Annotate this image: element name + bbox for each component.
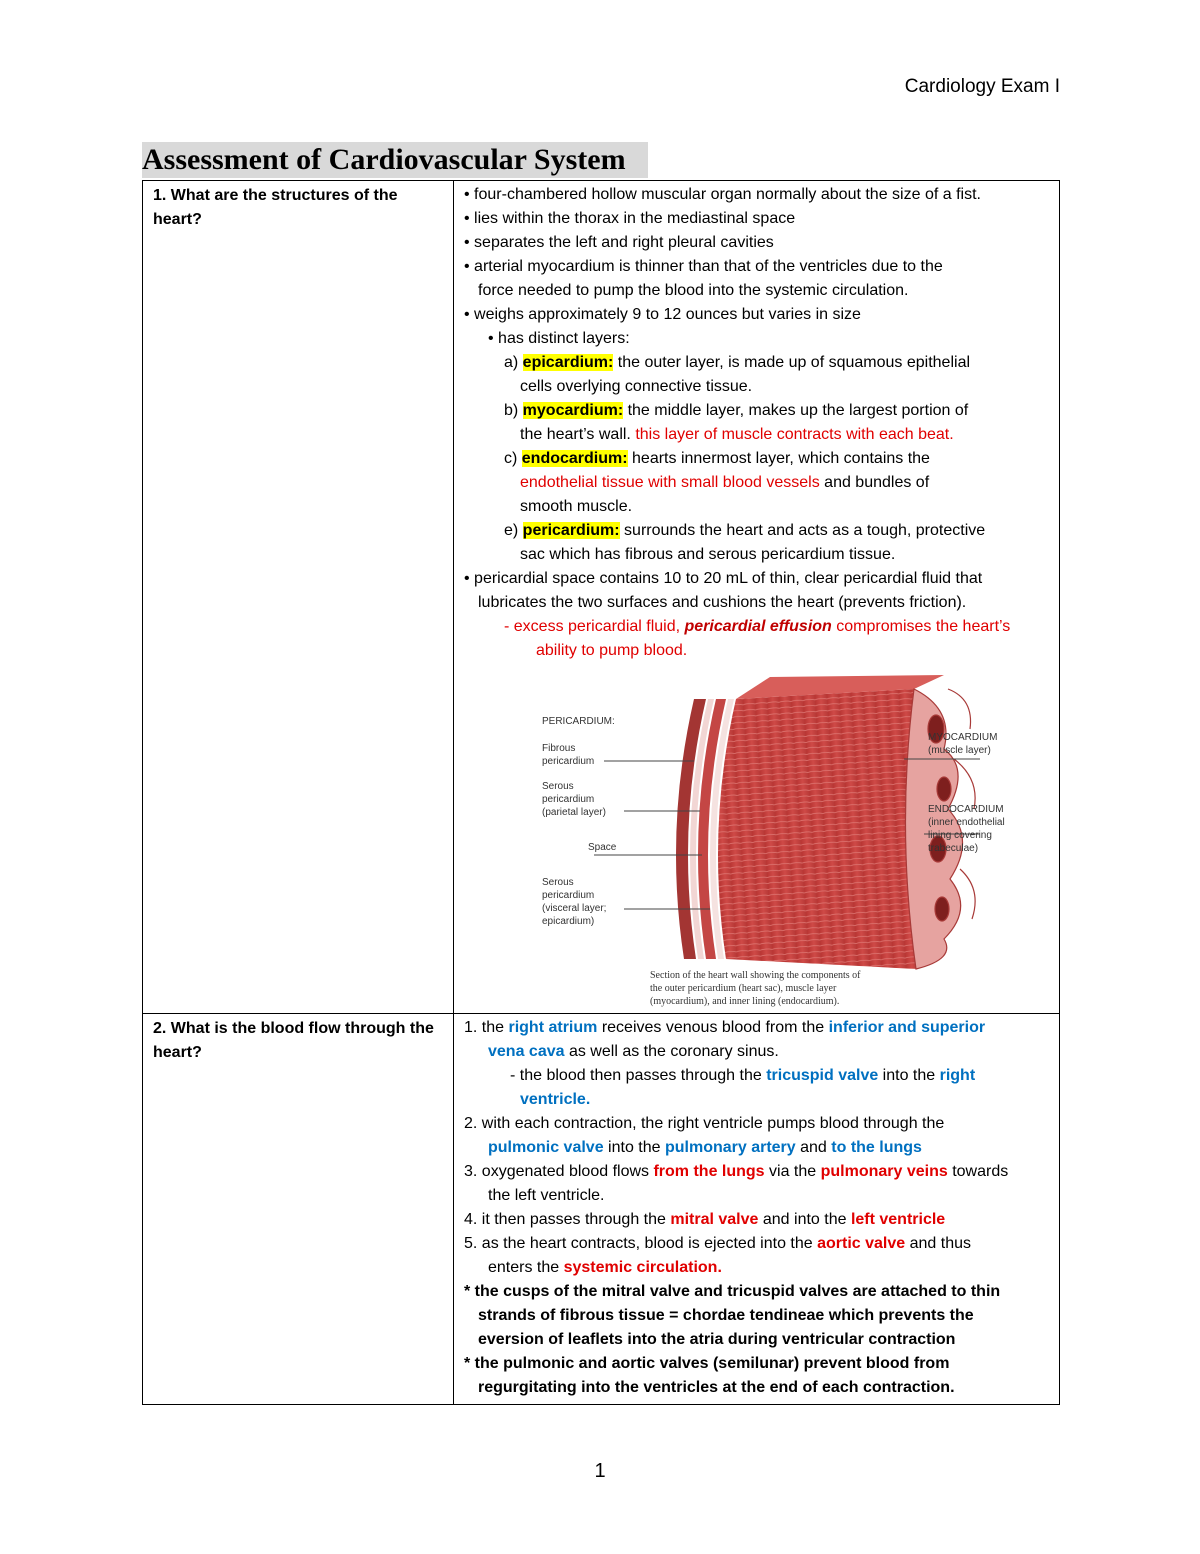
page-header: Cardiology Exam I (904, 76, 1060, 97)
answer-line (464, 423, 1053, 447)
answer-line: sac which has fibrous and serous pericardium tissue. (520, 546, 896, 563)
flow-text: into the (603, 1139, 665, 1156)
list-marker: c) (504, 450, 522, 467)
term-text: the heart’s wall. (520, 426, 636, 443)
flow-text: receives venous blood from the (597, 1019, 829, 1036)
blue-term: tricuspid valve (766, 1067, 879, 1084)
red-text: endothelial tissue with small blood vessels (520, 474, 820, 491)
figure-label: PERICARDIUM: (542, 716, 615, 727)
term-text: the middle layer, makes up the largest portion of (623, 402, 969, 419)
effusion-note (464, 615, 1053, 639)
figure-label: Fibrous (542, 743, 576, 754)
red-term: mitral valve (670, 1211, 759, 1228)
flow-text: enters the (488, 1259, 564, 1276)
flow-text: 3. oxygenated blood flows (464, 1163, 654, 1180)
flow-text: and (795, 1139, 832, 1156)
figure-label: ENDOCARDIUM (928, 804, 1004, 815)
flow-step (464, 1136, 1053, 1160)
answer-line: • has distinct layers: (488, 330, 630, 347)
layer-pericardium (464, 519, 1053, 543)
blue-term: vena cava (488, 1043, 565, 1060)
layer-endocardium (464, 447, 1053, 471)
term-highlight: myocardium: (522, 402, 624, 419)
answer-cell (454, 181, 1060, 1014)
figure-label: pericardium (542, 890, 595, 901)
figure-label: Serous (542, 781, 574, 792)
answer-line: lubricates the two surfaces and cushions the heart (prevents friction). (478, 594, 967, 611)
flow-step: the left ventricle. (488, 1187, 605, 1204)
answer-line: smooth muscle. (520, 498, 633, 515)
answer-line: cells overlying connective tissue. (520, 378, 753, 395)
figure-label: pericardium (542, 794, 595, 805)
question-cell: 2. What is the blood flow through the heart? (143, 1014, 454, 1405)
myocardium-block (718, 689, 916, 969)
red-text: - excess pericardial fluid, (504, 618, 685, 635)
flow-step (464, 1208, 1053, 1232)
answer-line (464, 471, 1053, 495)
flow-step (464, 1040, 1053, 1064)
list-marker: e) (504, 522, 523, 539)
red-text: this layer of muscle contracts with each beat. (635, 426, 954, 443)
answer-line: • pericardial space contains 10 to 20 mL of thin, clear pericardial fluid that (464, 570, 983, 587)
valve-note: regurgitating into the ventricles at the end of each contraction. (478, 1379, 955, 1396)
figure-left-labels (542, 715, 616, 928)
figure-label: epicardium) (542, 916, 595, 927)
answer-line: • four-chambered hollow muscular organ normally about the size of a fist. (464, 186, 981, 203)
red-term: aortic valve (817, 1235, 906, 1252)
figure-label: Space (588, 842, 617, 853)
figure-label: Serous (542, 877, 574, 888)
figure-label: pericardium (542, 756, 595, 767)
flow-step (464, 1232, 1053, 1256)
figure-right-labels (928, 731, 1005, 855)
page-number: 1 (594, 1460, 606, 1482)
qa-table (142, 180, 1060, 1405)
red-term: from the lungs (653, 1163, 765, 1180)
blue-term: right atrium (508, 1019, 598, 1036)
blue-term: pulmonic valve (488, 1139, 604, 1156)
term-text: and bundles of (819, 474, 930, 491)
caption-line: Section of the heart wall showing the components of (650, 970, 861, 981)
term-text: the outer layer, is made up of squamous epithelial (613, 354, 971, 371)
figure-label: MYOCARDIUM (928, 732, 998, 743)
answer-line: force needed to pump the blood into the systemic circulation. (478, 282, 909, 299)
figure-label: (muscle layer) (928, 745, 991, 756)
caption-line: the outer pericardium (heart sac), muscle layer (650, 983, 837, 994)
blue-term: right (939, 1067, 976, 1084)
term-emphasis: pericardial effusion (684, 618, 832, 635)
answer-cell (454, 1014, 1060, 1405)
term-text: surrounds the heart and acts as a tough, protective (619, 522, 986, 539)
blue-term: pulmonary artery (664, 1139, 796, 1156)
answer-line: • weighs approximately 9 to 12 ounces but varies in size (464, 306, 861, 323)
figure-label: (inner endothelial (928, 817, 1005, 828)
red-text: compromises the heart’s (831, 618, 1011, 635)
term-highlight: endocardium: (521, 450, 628, 467)
flow-step (464, 1256, 1053, 1280)
blue-term: to the lungs (831, 1139, 922, 1156)
figure-label: trabeculae) (928, 843, 979, 854)
answer-line: ability to pump blood. (536, 642, 688, 659)
figure-label: (parietal layer) (542, 807, 606, 818)
flow-text: 1. the (464, 1019, 509, 1036)
flow-text: and into the (758, 1211, 851, 1228)
flow-text: 5. as the heart contracts, blood is ejected into the (464, 1235, 818, 1252)
flow-text: as well as the coronary sinus. (564, 1043, 779, 1060)
flow-text: 4. it then passes through the (464, 1211, 671, 1228)
blue-term: ventricle. (520, 1091, 591, 1108)
flow-step (464, 1160, 1053, 1184)
valve-note: * the cusps of the mitral valve and tricuspid valves are attached to thin (464, 1283, 1001, 1300)
page-title: Assessment of Cardiovascular System (142, 142, 648, 178)
red-term: systemic circulation. (563, 1259, 722, 1276)
answer-line: • separates the left and right pleural cavities (464, 234, 774, 251)
term-highlight: epicardium: (522, 354, 614, 371)
flow-text: and thus (905, 1235, 971, 1252)
question-cell: 1. What are the structures of the heart? (143, 181, 454, 1014)
valve-note: strands of fibrous tissue = chordae tendineae which prevents the (478, 1307, 974, 1324)
term-highlight: pericardium: (522, 522, 620, 539)
valve-note: * the pulmonic and aortic valves (semilunar) prevent blood from (464, 1355, 950, 1372)
flow-text: towards (947, 1163, 1009, 1180)
caption-line: (myocardium), and inner lining (endocardium). (650, 996, 840, 1007)
flow-text: via the (764, 1163, 821, 1180)
table-row (143, 1014, 1060, 1405)
red-term: pulmonary veins (820, 1163, 948, 1180)
flow-step (464, 1016, 1053, 1040)
term-text: hearts innermost layer, which contains the (627, 450, 930, 467)
red-term: left ventricle (850, 1211, 946, 1228)
layer-epicardium (464, 351, 1053, 375)
answer-line: • arterial myocardium is thinner than that of the ventricles due to the (464, 258, 943, 275)
layer-myocardium (464, 399, 1053, 423)
figure-caption (650, 969, 861, 1008)
valve-note: eversion of leaflets into the atria during ventricular contraction (478, 1331, 956, 1348)
figure-label: (visceral layer; (542, 903, 607, 914)
list-marker: b) (504, 402, 523, 419)
table-row (143, 181, 1060, 1014)
flow-text: into the (878, 1067, 940, 1084)
answer-line: • lies within the thorax in the mediastinal space (464, 210, 796, 227)
list-marker: a) (504, 354, 523, 371)
flow-step: 2. with each contraction, the right ventricle pumps blood through the (464, 1115, 945, 1132)
blue-term: inferior and superior (828, 1019, 986, 1036)
figure-label: lining covering (928, 830, 992, 841)
flow-step (464, 1064, 1053, 1088)
heart-wall-figure (524, 669, 1024, 1009)
flow-text: - the blood then passes through the (510, 1067, 767, 1084)
